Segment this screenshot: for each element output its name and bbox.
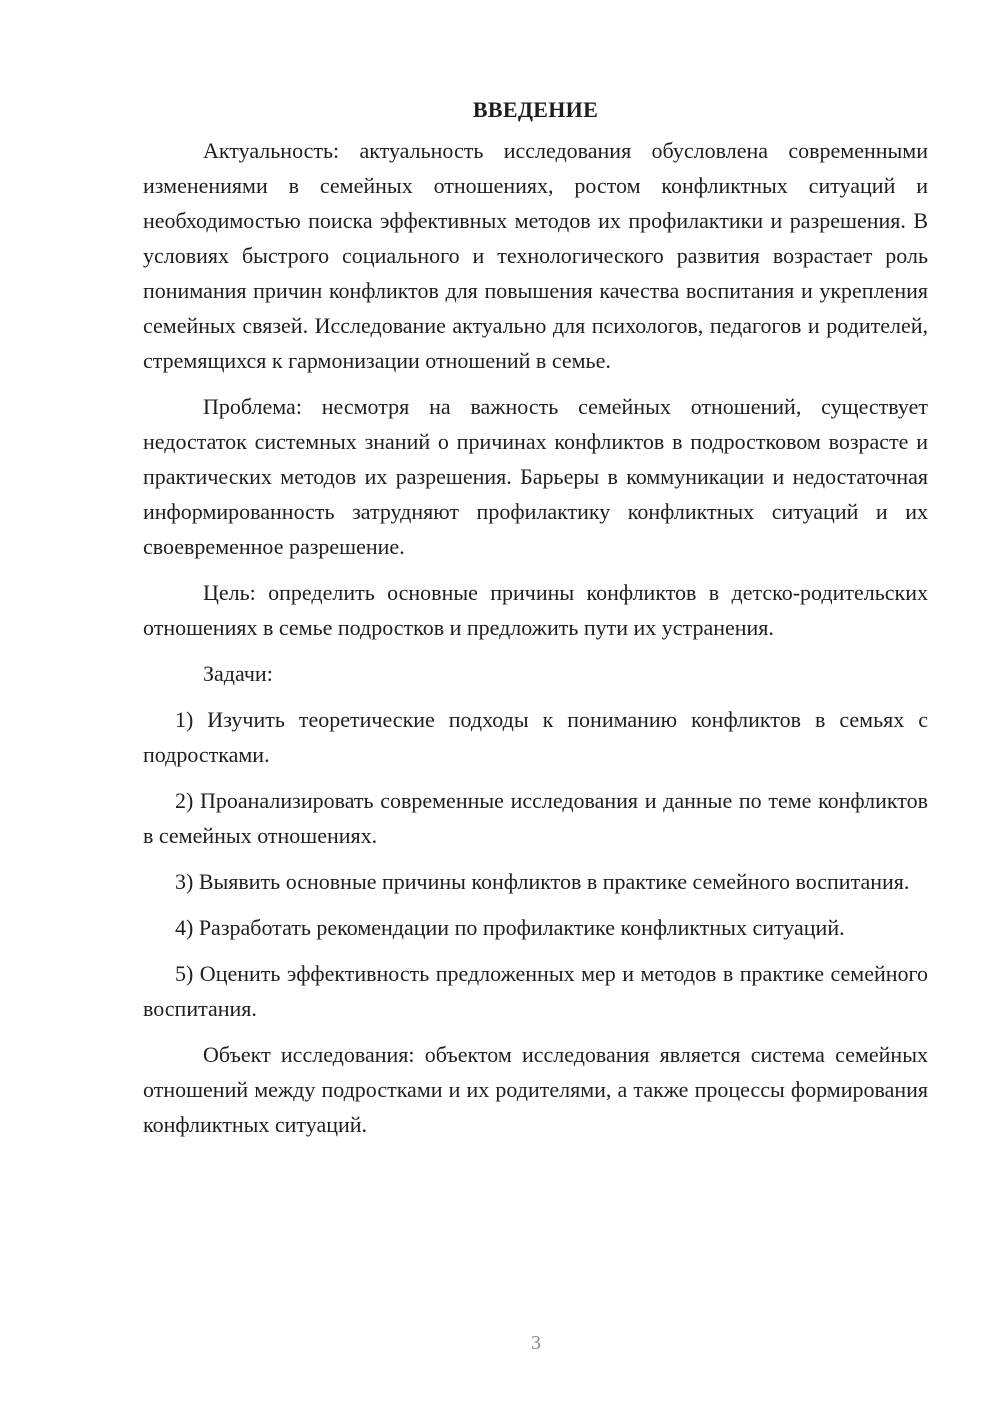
goal-paragraph: Цель: определить основные причины конфликтов в детско-родительских отношениях в семье подростков и предложить пути их устранения. <box>143 580 928 640</box>
relevance-paragraph: Актуальность: актуальность исследования обусловлена современными изменениями в семейных отношениях, ростом конфликтных ситуаций и необходимостью поиска эффективных методов их профилактики и разрешения. В условиях быстрого социального и технологического развития возрастает роль понимания причин конфликтов для повышения качества воспитания и укрепления семейных связей. Исследование актуально для психологов, педагогов и родителей, стремящихся к гармонизации отношений в семье. <box>143 138 928 373</box>
page-content <box>143 92 928 1153</box>
page-number: 3 <box>531 1332 541 1354</box>
problem-paragraph: Проблема: несмотря на важность семейных отношений, существует недостаток системных знаний о причинах конфликтов в подростковом возрасте и практических методов их разрешения. Барьеры в коммуникации и недостаточная информированность затрудняют профилактику конфликтных ситуаций и их своевременное разрешение. <box>143 394 928 559</box>
object-paragraph: Объект исследования: объектом исследования является система семейных отношений между подростками и их родителями, а также процессы формирования конфликтных ситуаций. <box>143 1042 928 1137</box>
tasks-label: Задачи: <box>203 661 273 686</box>
task-item-1: 1) Изучить теоретические подходы к пониманию конфликтов в семьях с подростками. <box>143 707 928 767</box>
task-item-5: 5) Оценить эффективность предложенных мер и методов в практике семейного воспитания. <box>143 961 928 1021</box>
task-item-4: 4) Разработать рекомендации по профилактике конфликтных ситуаций. <box>175 915 845 940</box>
section-heading: ВВЕДЕНИЕ <box>472 97 599 122</box>
task-item-2: 2) Проанализировать современные исследования и данные по теме конфликтов в семейных отношениях. <box>143 788 928 848</box>
task-item-3: 3) Выявить основные причины конфликтов в практике семейного воспитания. <box>175 869 910 894</box>
